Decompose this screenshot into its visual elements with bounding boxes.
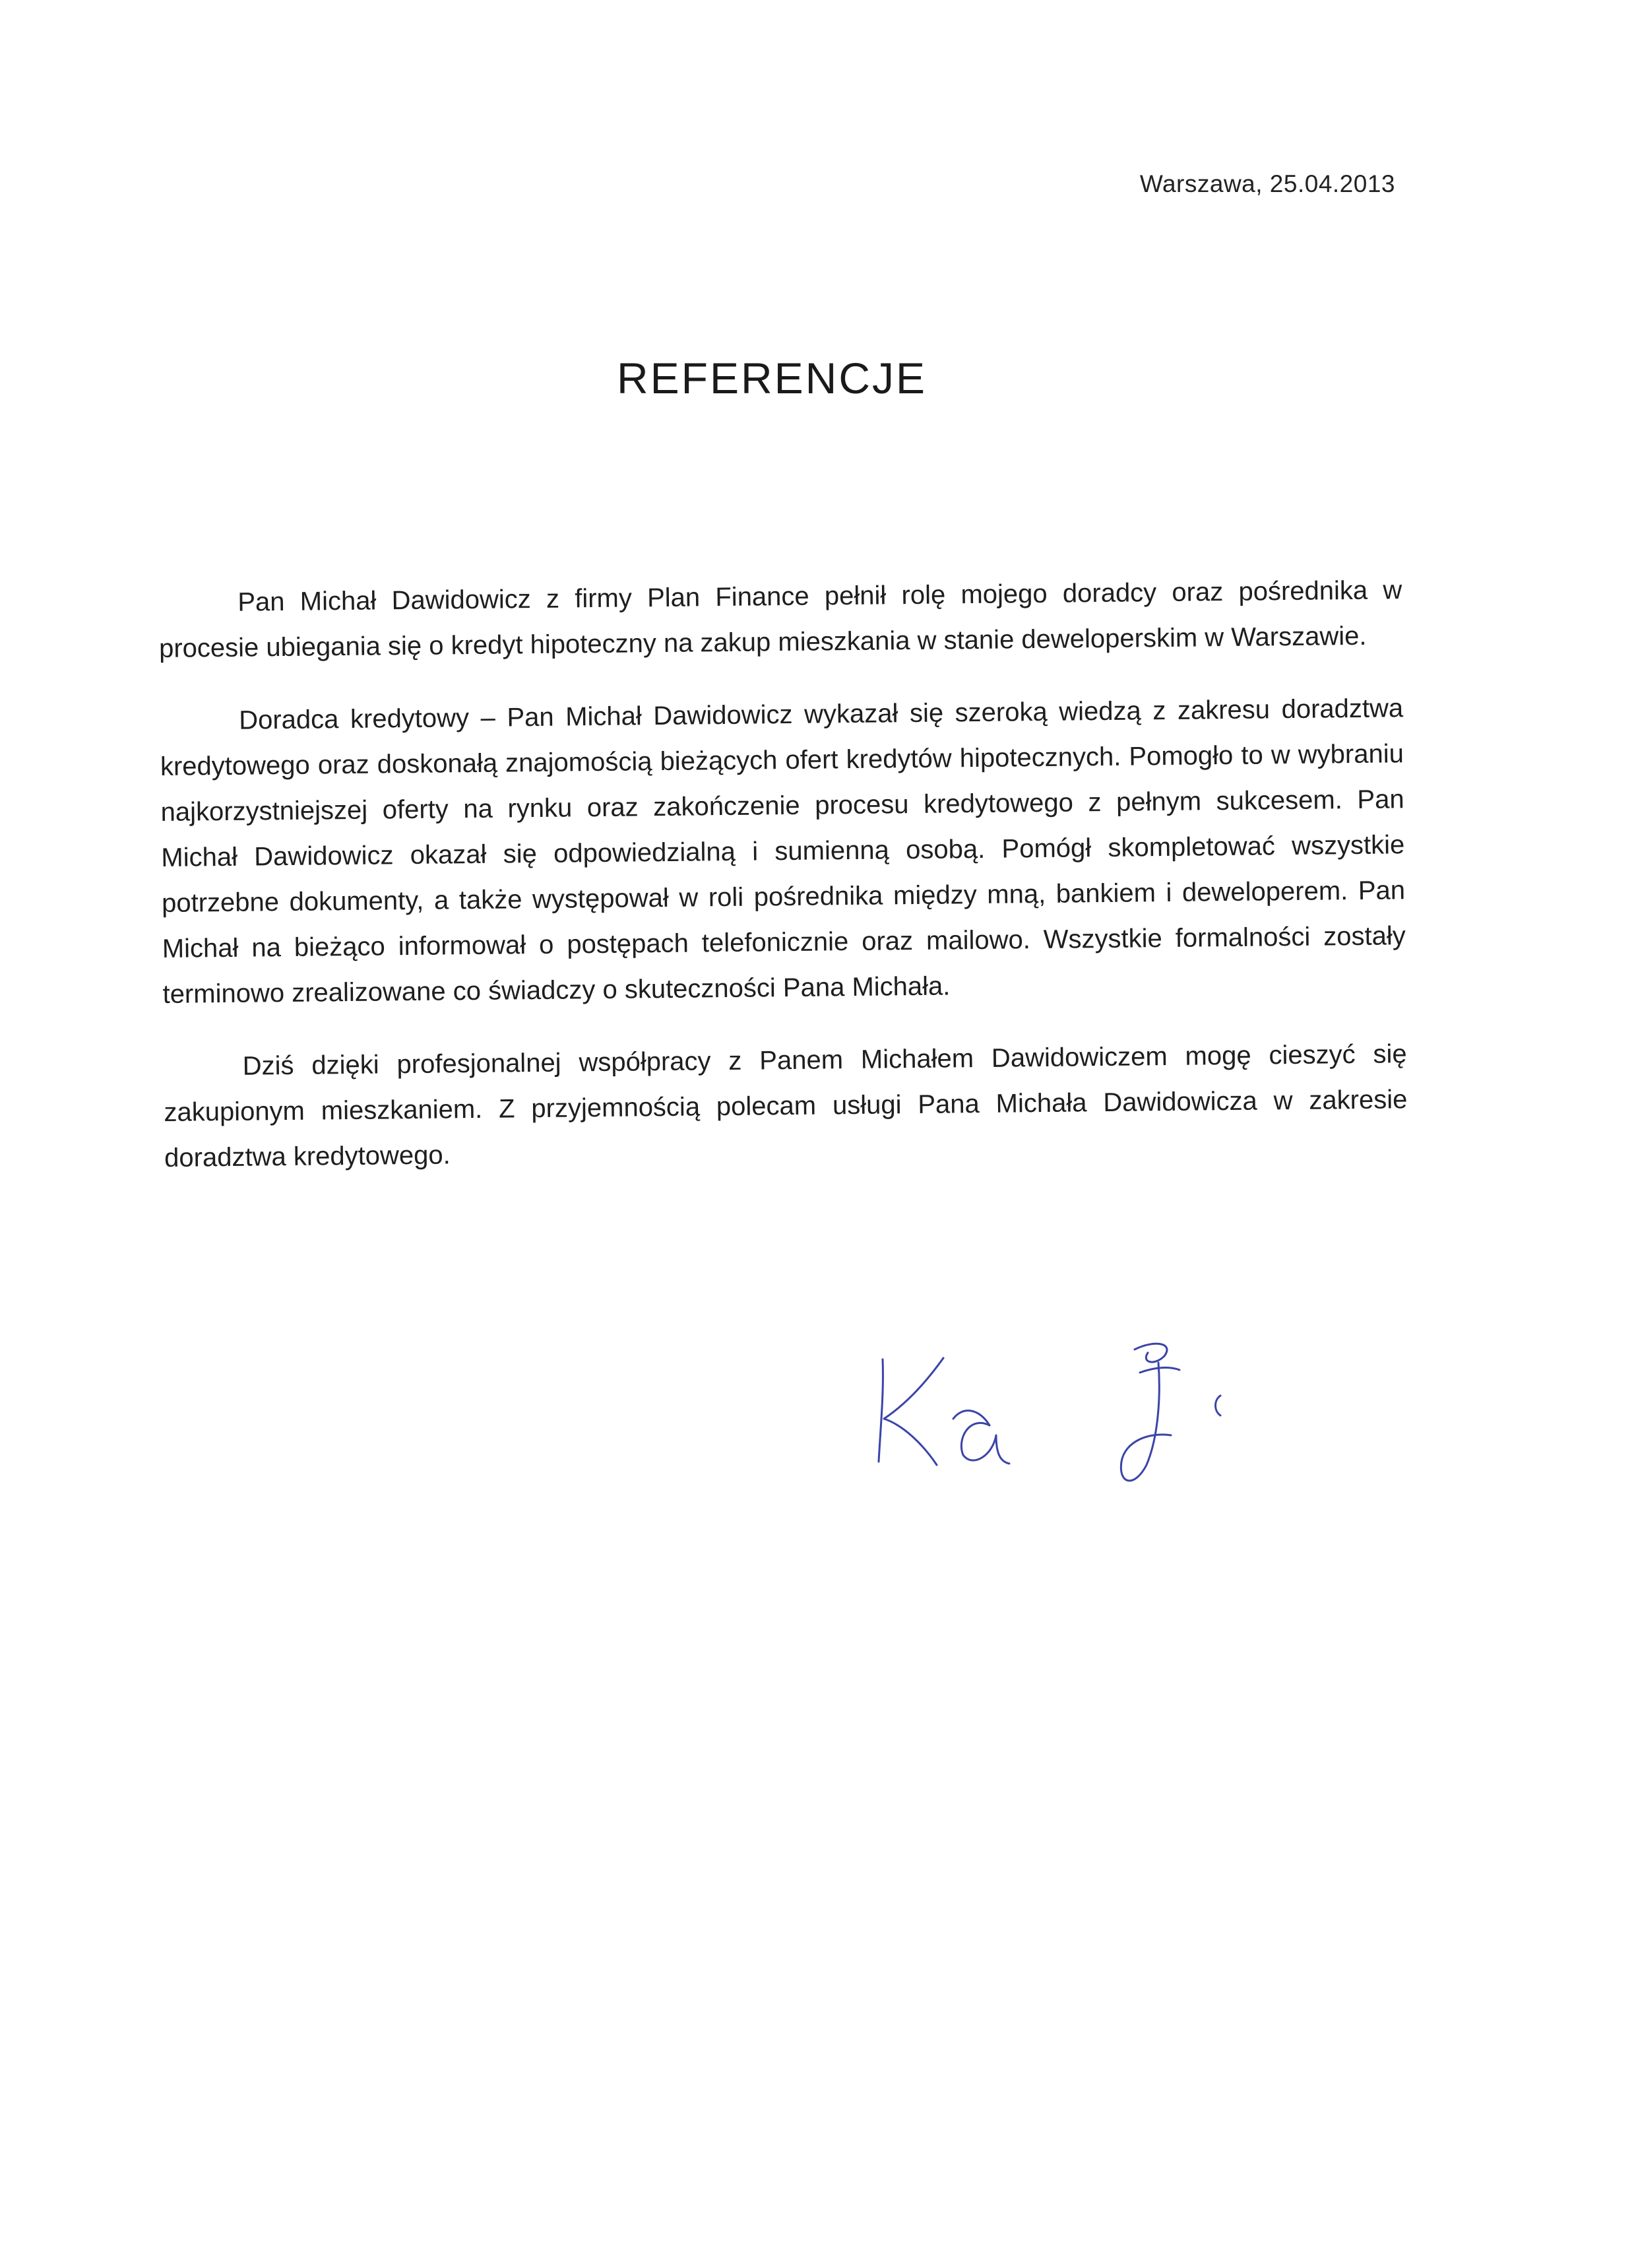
paragraph-3: Dziś dzięki profesjonalnej współpracy z Panem Michałem Dawidowiczem mogę cieszyć się zakupionym mieszkaniem. Z przyjemnością polecam usługi Pana Michała Dawidowicza w zakresie doradztwa kredytowego. xyxy=(164,1039,1408,1173)
letter-body xyxy=(158,567,1408,1208)
paragraph-2: Doradca kredytowy – Pan Michał Dawidowicz wykazał się szeroką wiedzą z zakresu doradztwa kredytowego oraz doskonałą znajomością bieżących ofert kredytów hipotecznych. Pomogło to w wybraniu najkorzystniejszej oferty na rynku oraz zakończenie procesu kredytowego z pełnym sukcesem. Pan Michał Dawidowicz okazał się odpowiedzialną i sumienną osobą. Pomógł skompletować wszystkie potrzebne dokumenty, a także występował w roli pośrednika między mną, bankiem i deweloperem. Pan Michał na bieżąco informował o postępach telefonicznie oraz mailowo. Wszystkie formalności zostały terminowo zrealizowane co świadczy o skuteczności Pana Michała. xyxy=(160,694,1406,1009)
paragraph-1: Pan Michał Dawidowicz z firmy Plan Finance pełnił rolę mojego doradcy oraz pośrednika w procesie ubiegania się o kredyt hipoteczny na zakup mieszkania w stanie deweloperskim w Warszawie. xyxy=(158,575,1402,663)
letter-date: Warszawa, 25.04.2013 xyxy=(1139,170,1395,197)
letter-title: REFERENCJE xyxy=(616,354,928,403)
handwritten-signature xyxy=(864,1326,1273,1498)
